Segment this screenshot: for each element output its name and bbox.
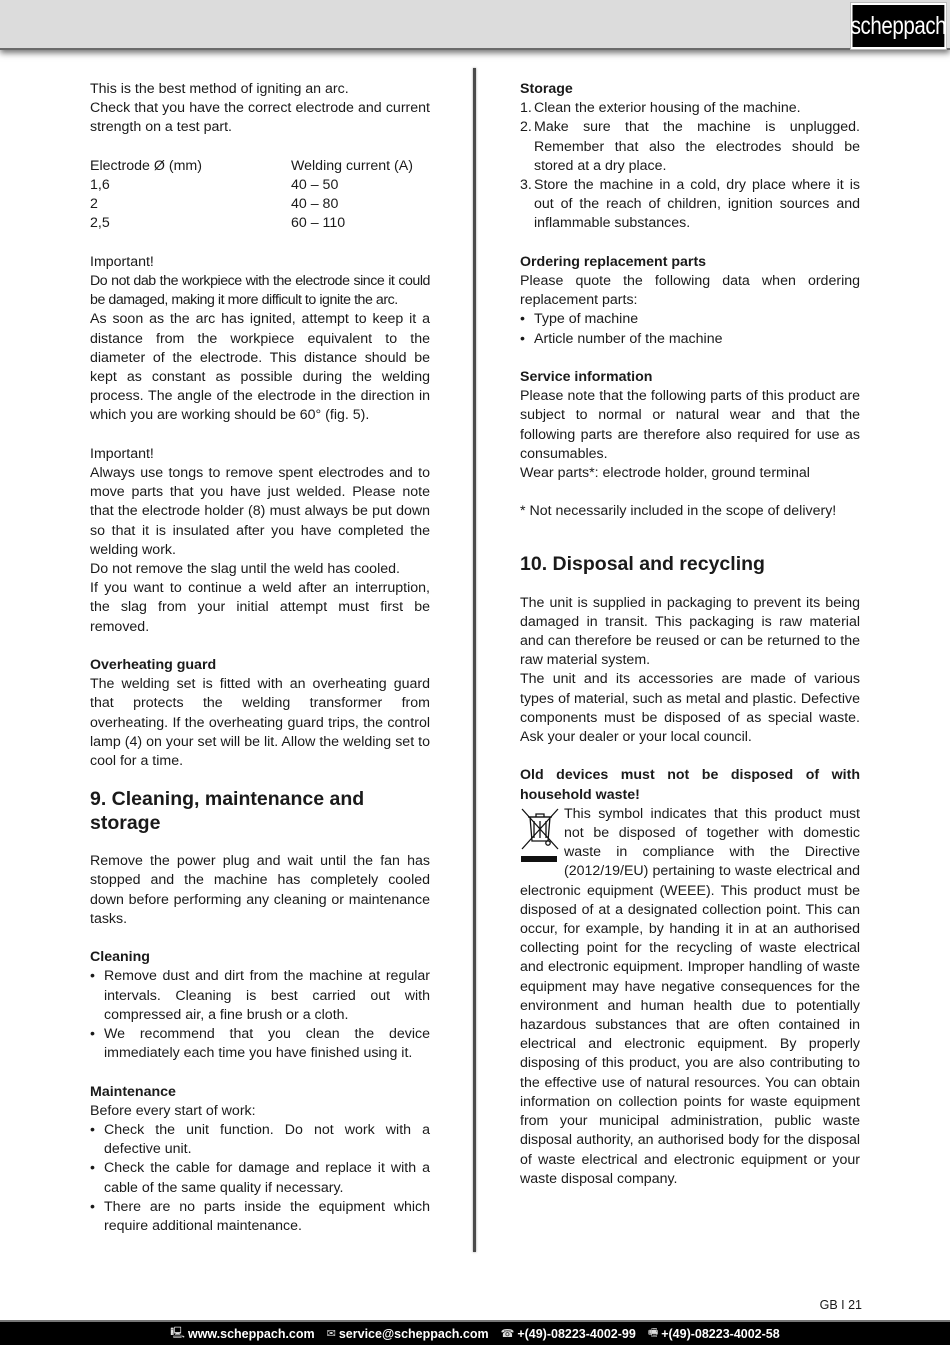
maintenance-list <box>90 1121 430 1236</box>
list-item: 2. Make sure that the machine is unplugged. Remember that also the electrodes should be stored at a dry place. <box>520 119 860 174</box>
disposal-text-materials: The unit and its accessories are made of various types of material, such as metal and plastic. Defective components must be disposed of as special waste. Ask your dealer or your local council. <box>520 671 860 746</box>
weee-block <box>520 805 860 1189</box>
table-cell: 60 – 110 <box>291 215 346 232</box>
overheating-title: Overheating guard <box>90 657 217 674</box>
storage-list <box>520 99 860 233</box>
important-text-slag: Do not remove the slag until the weld has cooled. <box>90 561 400 578</box>
email-link[interactable]: service@scheppach.com <box>338 1326 489 1341</box>
scheppach-logo: scheppach <box>851 3 946 49</box>
electrode-current-table <box>90 157 430 234</box>
right-column <box>520 80 860 1189</box>
section-10-title: 10. Disposal and recycling <box>520 552 765 575</box>
phone-icon: ☎ <box>500 1328 515 1340</box>
page-number: GB I 21 <box>819 1298 862 1312</box>
important-label: Important! <box>90 445 154 462</box>
list-item: • Article number of the machine <box>520 330 860 349</box>
list-item: • Type of machine <box>520 310 860 329</box>
fax-icon: 🖷 <box>647 1327 659 1339</box>
table-cell: 40 – 80 <box>291 196 339 213</box>
maintenance-title: Maintenance <box>90 1083 176 1100</box>
disposal-text-packaging: The unit is supplied in packaging to prevent its being damaged in transit. This packaging is raw material and can therefore be reused or can be returned to the raw material system. <box>520 594 860 669</box>
table-cell: 2 <box>90 196 98 213</box>
ordering-intro: Please quote the following data when ordering replacement parts: <box>520 273 860 309</box>
table-header-electrode: Electrode Ø (mm) <box>90 157 202 174</box>
website-link[interactable]: www.scheppach.com <box>187 1326 315 1341</box>
table-header-current: Welding current (A) <box>291 157 413 174</box>
list-item: • Remove dust and dirt from the machine at regular intervals. Cleaning is best carried out with compressed air, a fine brush or a cloth. <box>90 967 430 1025</box>
footer-website[interactable] <box>170 1324 314 1343</box>
page-footer <box>0 1320 950 1345</box>
section-9-intro: Remove the power plug and wait until the fan has stopped and the machine has completely cooled down before performing any cleaning or maintenance tasks. <box>90 853 430 927</box>
table-cell: 40 – 50 <box>291 177 339 193</box>
phone-number: +(49)-08223-4002-99 <box>517 1326 636 1341</box>
service-footnote: * Not necessarily included in the scope of delivery! <box>520 503 837 520</box>
important-text-tongs: Always use tongs to remove spent electrodes and to move parts that you have just welded. Please note that the electrode holder (8) must always be put down so that it is insulated after you have completed the welding work. <box>90 465 430 558</box>
fax-number: +(49)-08223-4002-58 <box>661 1326 780 1341</box>
list-item: • Check the unit function. Do not work with a defective unit. <box>90 1121 430 1159</box>
important-text-continue: If you want to continue a weld after an interruption, the slag from your initial attempt must first be removed. <box>90 580 430 635</box>
service-title: Service information <box>520 369 653 386</box>
left-column <box>90 80 430 1236</box>
mail-icon: ✉ <box>326 1328 336 1340</box>
service-text: Please note that the following parts of this product are subject to normal or natural wear and that the following parts are therefore also required for use as consumables. <box>520 388 860 462</box>
important-text-dab: Do not dab the workpiece with the electrode since it could be damaged, making it more difficult to ignite the arc. <box>90 273 430 309</box>
list-item: 1. Clean the exterior housing of the machine. <box>520 100 801 117</box>
intro-line-1: This is the best method of igniting an arc. <box>90 81 349 97</box>
cleaning-title: Cleaning <box>90 949 150 966</box>
footer-email[interactable] <box>327 1327 489 1341</box>
overheating-text: The welding set is fitted with an overheating guard that protects the welding transformer from overheating. If the overheating guard trips, the control lamp (4) on your set will be lit. Allow the welding set to cool for a time. <box>90 676 430 770</box>
list-item: • There are no parts inside the equipment which require additional maintenance. <box>90 1198 430 1236</box>
important-label: Important! <box>90 253 154 270</box>
maintenance-intro: Before every start of work: <box>90 1102 256 1119</box>
footer-phone <box>501 1327 636 1341</box>
crossed-out-wheelie-bin-icon <box>520 807 560 865</box>
table-cell: 1,6 <box>90 177 110 193</box>
list-item: 3. Store the machine in a cold, dry place where it is out of the reach of children, ignition sources and inflammable substances. <box>520 177 860 232</box>
table-cell: 2,5 <box>90 215 110 232</box>
page-header <box>0 0 950 50</box>
important-text-distance: As soon as the arc has ignited, attempt to keep it a distance from the workpiece equivalent to the diameter of the electrode. This distance should be kept as constant as possible during the welding process. The angle of the electrode in the direction in which you are working should be 60° (fig. 5). <box>90 311 430 424</box>
service-wear-parts: Wear parts*: electrode holder, ground terminal <box>520 465 810 482</box>
intro-line-2: Check that you have the correct electrode and current strength on a test part. <box>90 100 430 136</box>
footer-fax <box>648 1324 780 1343</box>
ordering-list <box>520 310 860 348</box>
weee-text: This symbol indicates that this product must not be disposed of together with domestic waste in compliance with the Directive (2012/19/EU) pertaining to waste electrical and electronic equipment (WEEE). This product must be disposed of at a designated collection point. This can occur, for example, by handing it in at an authorised collecting point for the recycling of waste electrical and electronic equipment. Improper handling of waste equipment may have negative consequences for the environment and human health due to potentially hazardous substances that are often contained in electrical and electronic equipment. By properly disposing of this product, you are also contributing to the effective use of natural resources. You can obtain information on collection points for waste equipment from your municipal administration, public waste disposal authority, an authorised body for the disposal of waste electrical and electronic equipment or your waste disposal company. <box>520 805 860 1187</box>
computer-icon: 🖳 <box>170 1327 185 1339</box>
ordering-title: Ordering replacement parts <box>520 253 707 270</box>
disposal-warning: Old devices must not be disposed of with household waste! <box>520 767 860 803</box>
list-item: • Check the cable for damage and replace it with a cable of the same quality if necessary. <box>90 1159 430 1197</box>
storage-title: Storage <box>520 81 573 97</box>
cleaning-list <box>90 967 430 1063</box>
section-9-title: 9. Cleaning, maintenance and storage <box>90 788 365 835</box>
list-item: • We recommend that you clean the device immediately each time you have finished using it. <box>90 1025 430 1063</box>
column-divider <box>473 68 476 1252</box>
